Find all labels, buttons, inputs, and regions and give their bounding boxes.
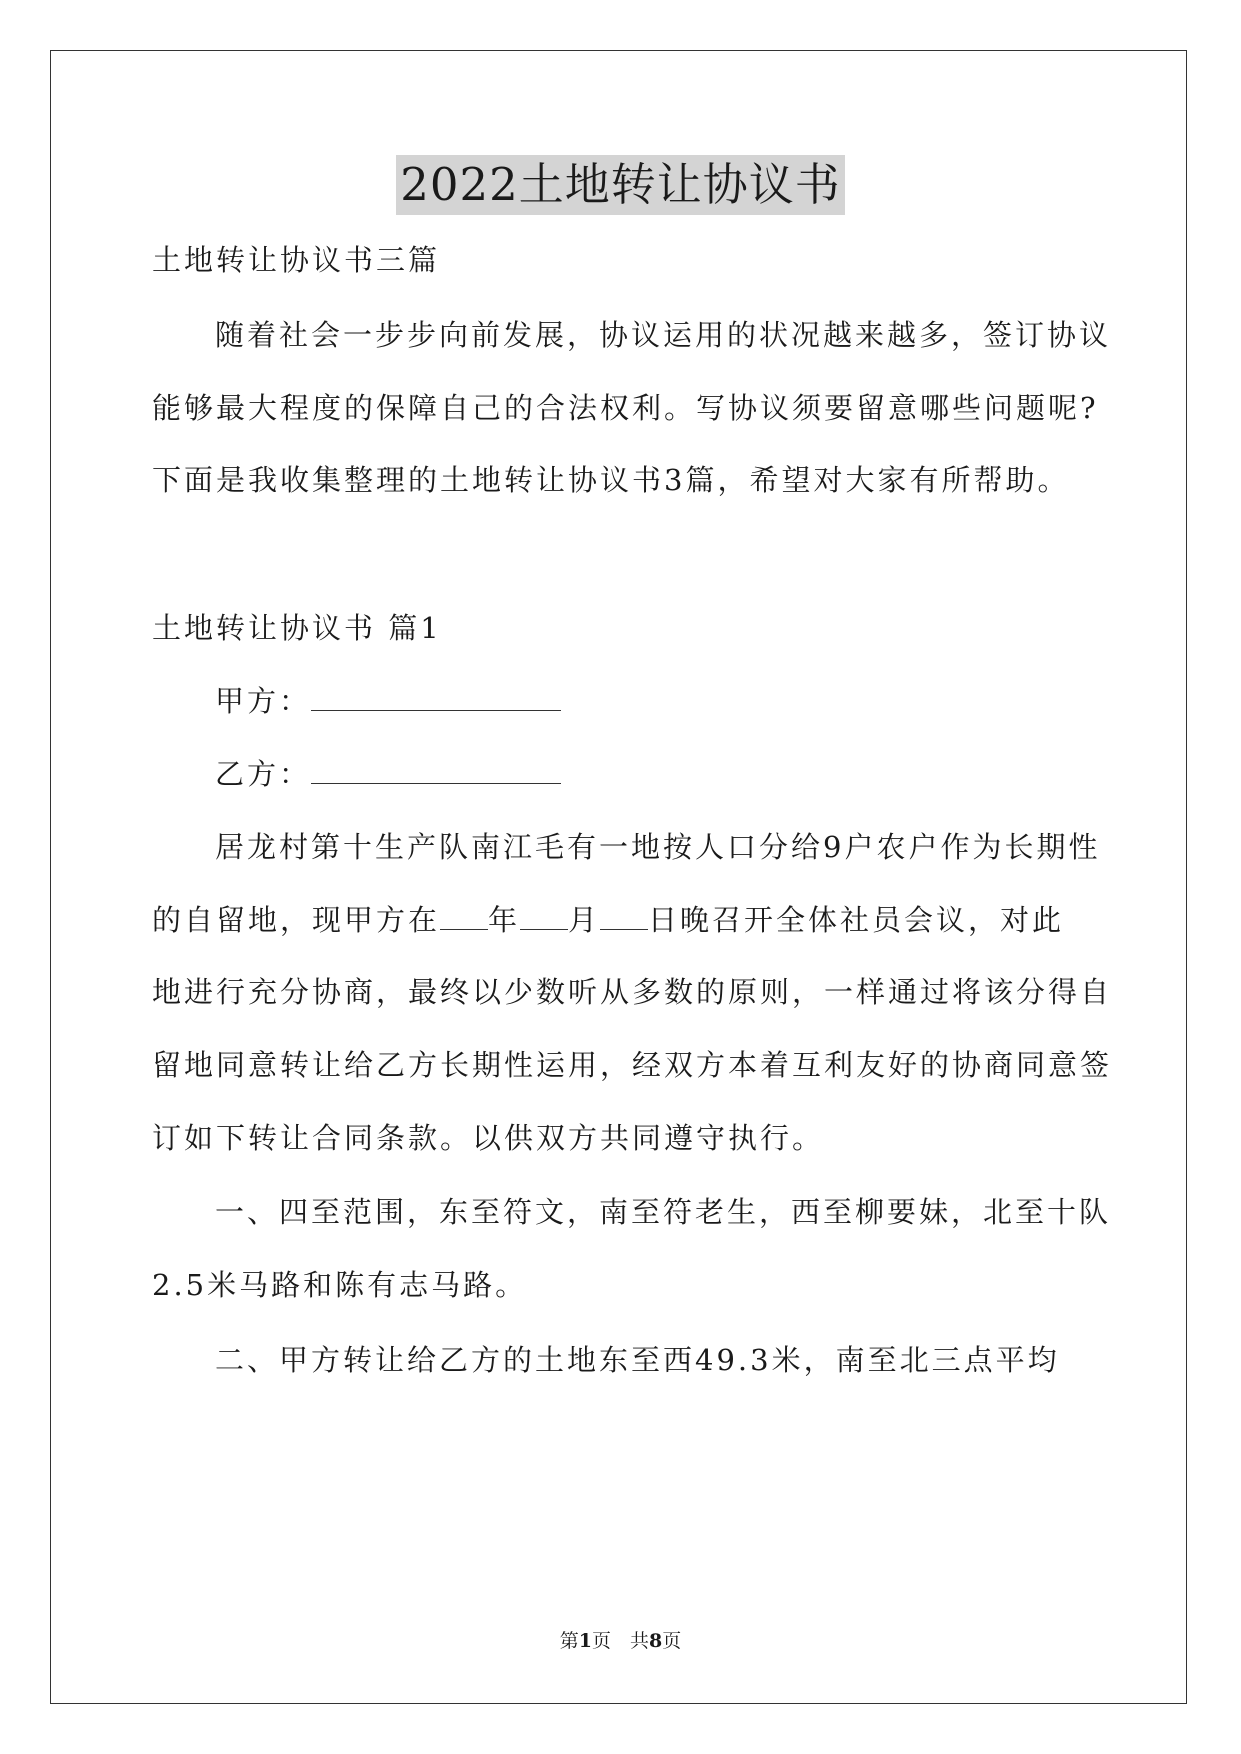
- party-a-blank: [311, 680, 561, 711]
- clause1-line-1: 一、四至范围，东至符文，南至符老生，西至柳要妹，北至十队: [215, 1195, 1112, 1229]
- para1-line2-text-d: 日晚召开全体社员会议，对此: [648, 903, 1065, 937]
- month-blank: [520, 899, 568, 930]
- day-blank: [600, 899, 648, 930]
- party-b-row: [215, 753, 1155, 794]
- month-label: 月: [568, 903, 601, 937]
- document-title: 2022土地转让协议书: [396, 155, 845, 215]
- intro-line-3: 下面是我收集整理的土地转让协议书3篇，希望对大家有所帮助。: [152, 463, 1070, 497]
- para1-line2-text-a: 的自留地，现甲方在: [152, 903, 441, 937]
- para1-line-4: 留地同意转让给乙方长期性运用，经双方本着互利友好的协商同意签: [152, 1048, 1113, 1082]
- footer-page-number: 1: [578, 1630, 592, 1652]
- para1-line-2: [152, 899, 1092, 940]
- para1-line-5: 订如下转让合同条款。以供双方共同遵守执行。: [152, 1121, 825, 1155]
- para1-line-1: 居龙村第十生产队南江毛有一地按人口分给9户农户作为长期性: [215, 830, 1101, 864]
- para1-line-3: 地进行充分协商，最终以少数听从多数的原则，一样通过将该分得自: [152, 975, 1113, 1009]
- year-label: 年: [488, 903, 521, 937]
- section-heading: 土地转让协议书 篇1: [152, 611, 442, 645]
- party-a-row: [215, 680, 1155, 721]
- page-footer: [0, 1628, 1241, 1654]
- footer-prefix: 第: [559, 1630, 579, 1652]
- party-b-blank: [311, 753, 561, 784]
- intro-line-1: 随着社会一步步向前发展，协议运用的状况越来越多，签订协议: [215, 318, 1112, 352]
- subtitle: 土地转让协议书三篇: [152, 243, 441, 277]
- footer-suffix: 页: [662, 1630, 682, 1652]
- page-border: [50, 50, 1187, 1704]
- year-blank: [440, 899, 488, 930]
- party-a-label: 甲方：: [215, 684, 312, 718]
- party-b-label: 乙方：: [215, 757, 312, 791]
- clause2-line-1: 二、甲方转让给乙方的土地东至西49.3米，南至北三点平均: [215, 1343, 1060, 1377]
- clause1-line-2: 2.5米马路和陈有志马路。: [152, 1268, 528, 1302]
- footer-total-pages: 8: [649, 1630, 663, 1652]
- title-container: [0, 155, 1241, 215]
- intro-line-2: 能够最大程度的保障自己的合法权利。写协议须要留意哪些问题呢?: [152, 391, 1099, 425]
- footer-mid: 页 共: [591, 1630, 649, 1652]
